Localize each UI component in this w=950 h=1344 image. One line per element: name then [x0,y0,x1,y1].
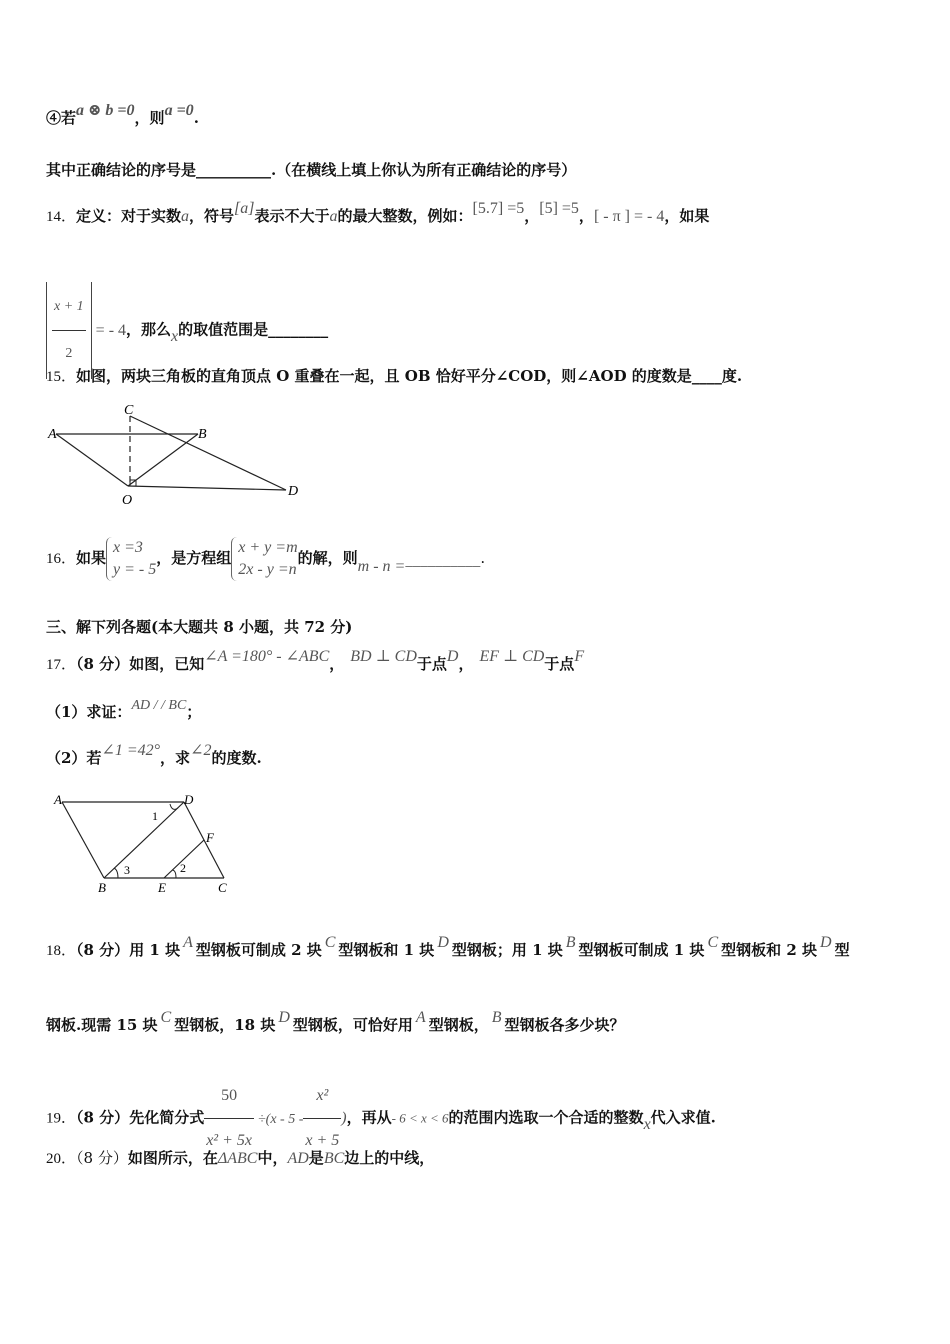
question-number: 18． [46,943,77,959]
text-run: 型钢板可制成 2 块 [195,941,322,959]
math-expr: a =0 [164,102,194,119]
label-C: C [218,880,227,895]
math-var: C [707,934,719,951]
question-number: 15． [46,369,77,385]
math-expr: EF ⊥ CD [479,648,545,665]
answer-blank[interactable]: __________ [405,549,481,567]
question-19: 19．（8 分）先化简分式 $\frac{50}{\text{x² + 5x}}$ ÷(x - 5 - $\frac{\text{x²}}{x + 5}$ )，再从- 6 < x < 6的范围内选取一个合适的整数x代入求值. [46,1074,716,1163]
question-17: 17．（8 分）如图，已知∠A =180° - ∠ABC， BD ⊥ CD于点D， EF ⊥ CD于点F [46,648,585,673]
text-run: 型钢板， [428,1016,489,1034]
question-16: 16．如果 x =3 y = - 5 ，是方程组 x + y =m 2x - y =n 的解，则m - n =__________. [46,534,485,583]
question-17-part-1: （1）求证：AD / / BC； [46,698,202,721]
math-var: D [437,934,449,951]
segment-AO [56,434,128,486]
math-var: C [324,934,336,951]
question-18-line-1 [129,934,850,959]
angle-2-label: 2 [180,861,186,875]
label-B: B [198,427,207,442]
equation-system-1: x =3 y = - 5 [106,537,156,581]
question-number: 19． [46,1110,77,1127]
question-15: 15．如图，两块三角板的直角顶点 O 重叠在一起，且 OB 恰好平分∠COD，则∠AOD 的度数是____度. [46,367,743,385]
item-4-marker: ④若 [46,109,77,127]
label-A: A [48,427,57,442]
text-run: 型钢板可制成 1 块 [578,941,705,959]
fraction: $\frac{x + 1}{2}$ [52,284,86,377]
math-expr: [ - π ] = - 4 [593,208,665,225]
question-18-cont [46,1009,625,1036]
math-var: D [278,1009,290,1026]
text-run: 型 [834,941,850,959]
question-number: 20． [46,1151,77,1167]
instruction-note: 其中正确结论的序号是__________.（在横线上填上你认为所有正确结论的序号） [46,161,577,179]
math-var: A [415,1009,426,1026]
math-expr: AD / / BC [131,698,187,713]
label-C: C [124,403,134,418]
math-expr: - 6 < x < 6 [391,1110,449,1126]
label-D: D [288,484,299,499]
angle-1-label: 1 [152,809,158,823]
math-var: C [160,1009,172,1026]
answer-blank[interactable]: ____ [691,367,722,385]
equation-system-2: x + y =m 2x - y =n [231,537,297,581]
math-var: B [491,1009,502,1026]
text-run: 型钢板和 2 块 [721,941,817,959]
figure-17-parallelogram [46,790,246,895]
math-var: B [565,934,576,951]
question-number: 14． [46,209,77,225]
label-D: D [184,792,194,807]
text-run: 型钢板，18 块 [174,1016,276,1034]
text-run: 型钢板，可恰好用 [292,1016,413,1034]
text-run: 型钢板；用 1 块 [451,941,563,959]
segment-OB [128,434,198,486]
math-expr: [5.7] =5 [472,200,525,217]
answer-blank[interactable]: __________ [196,161,272,179]
label-A: A [54,792,62,807]
question-20: 20．（8 分）如图所示，在ΔABC中，AD是BC边上的中线， [46,1149,435,1167]
label-F: F [206,830,214,845]
label-E: E [158,880,166,895]
math-var: D [820,934,832,951]
label-O: O [122,493,133,508]
segment-OD [128,486,286,490]
question-17-part-2: （2）若∠1 =42°，求∠2的度数. [46,742,262,767]
math-expr: ∠1 =42° [101,742,161,759]
item-4: ④若a ⊗ b =0，则a =0. [46,102,199,127]
angle-1-arc [170,804,178,809]
segment-BD [104,802,184,878]
question-number: 17． [46,657,77,673]
label-B: B [98,880,106,895]
math-expr: [5] =5 [539,200,579,217]
text-run: 型钢板和 1 块 [338,941,435,959]
segment-AB [62,802,104,878]
math-expr: BD ⊥ CD [350,648,417,665]
question-18: 18．（8 分）用 1 块 A 型钢板可制成 2 块 C 型钢板和 1 块 D 型钢板；用 1 块 B 型钢板可制成 1 块 C 型钢板和 2 块 D 型 [46,934,850,959]
question-14: 14．定义：对于实数a，符号[a]表示不大于a的最大整数，例如：[5.7] =5，[5] =5，[ - π ] = - 4，如果 [46,200,710,225]
angle-3-label: 3 [124,863,130,877]
floor-symbol: [a] [234,200,255,217]
math-expr: a ⊗ b =0 [76,102,135,119]
question-14-cont: $\frac{x + 1}{2}$ = - 4，那么x的取值范围是________ [46,282,328,379]
fraction-2: $\frac{\text{x²}}{x + 5}$ [303,1074,341,1163]
figure-15-triangles [40,398,320,513]
text-run: 型钢板各多少块？ [504,1016,625,1034]
section-heading: 三、解下列各题(本大题共 8 小题，共 72 分) [46,618,353,636]
fraction-1: $\frac{50}{\text{x² + 5x}}$ [204,1074,254,1163]
question-number: 16． [46,551,77,567]
floor-bracket [46,282,92,379]
question-18-line-2 [46,1009,625,1034]
text-run: 用 1 块 [129,941,181,959]
angle-3-arc [114,868,118,878]
answer-blank[interactable]: ________ [268,320,329,339]
segment-CD [130,416,286,490]
math-expr: ∠A =180° - ∠ABC [204,648,330,665]
text-run: 钢板.现需 15 块 [46,1016,158,1034]
angle-2-arc [172,870,176,878]
math-var: A [183,934,193,951]
